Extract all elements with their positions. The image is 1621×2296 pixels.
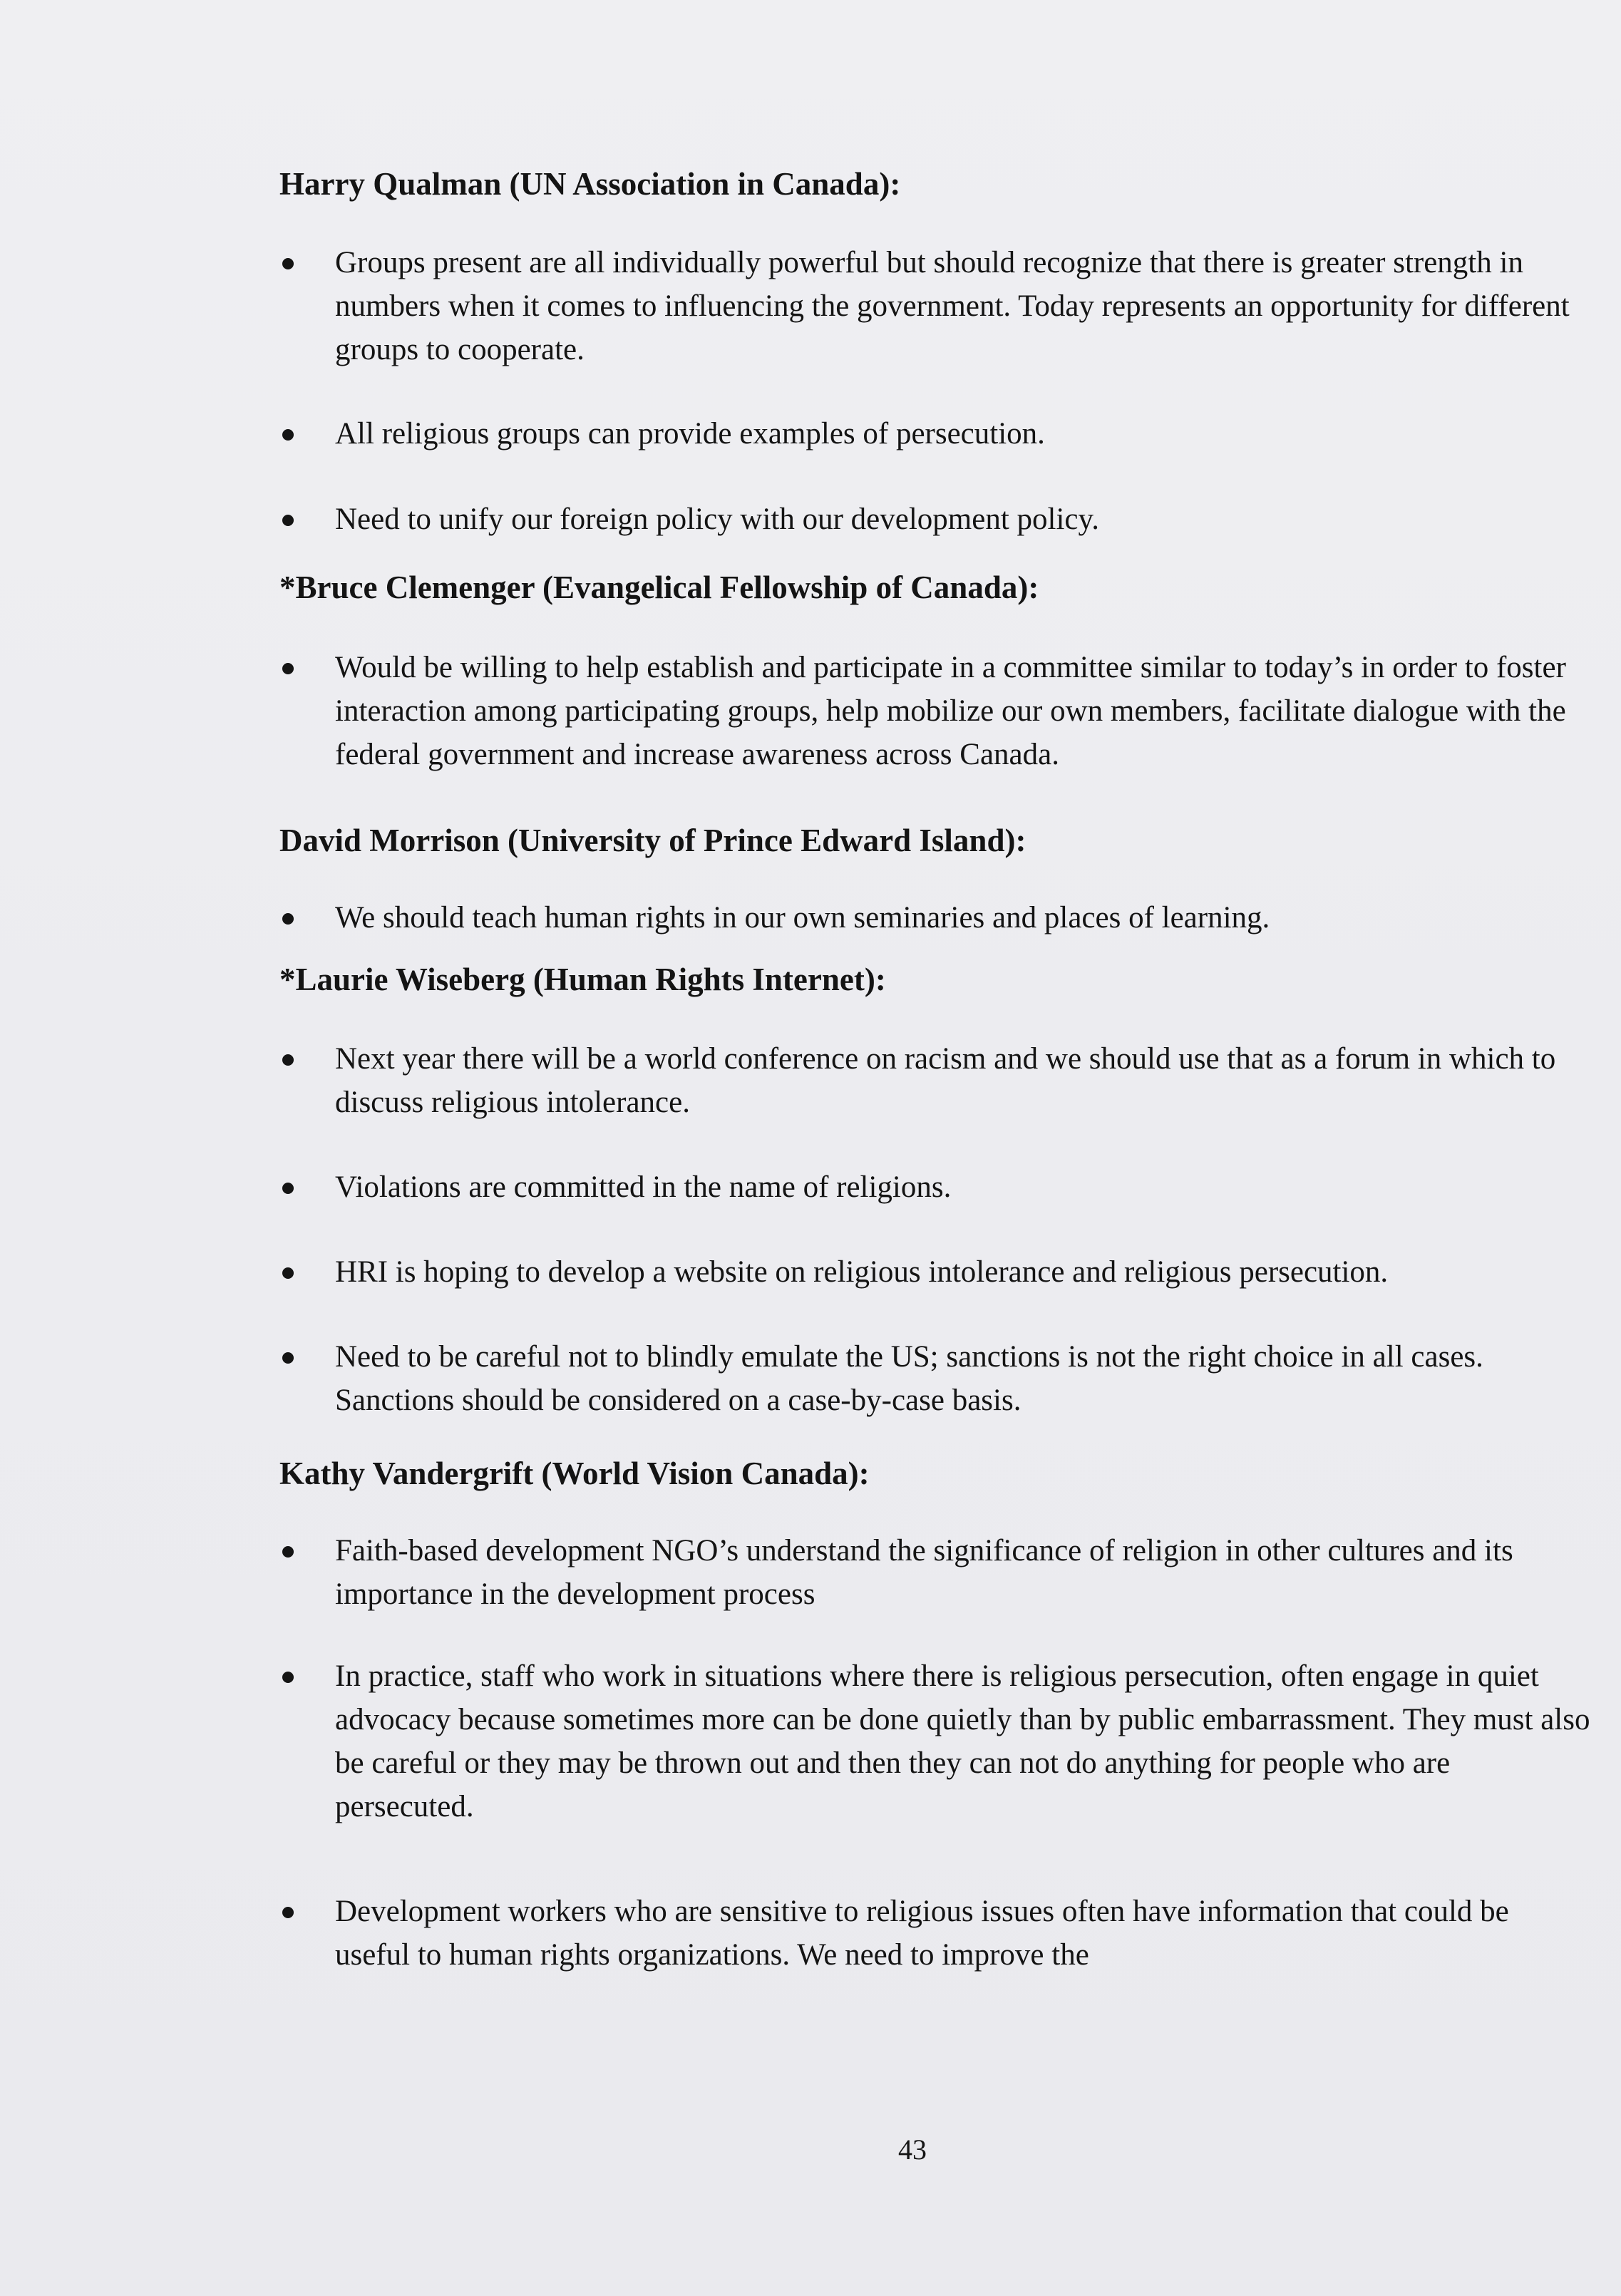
bullet-icon	[282, 913, 294, 925]
bullet-icon	[282, 663, 294, 674]
list-item	[279, 646, 1591, 776]
list-item-text: We should teach human rights in our own seminaries and places of learning.	[335, 901, 1270, 935]
bullet-icon	[282, 429, 294, 441]
bullet-icon	[282, 1352, 294, 1364]
bullet-list	[279, 646, 1591, 776]
list-item-text: HRI is hoping to develop a website on religious intolerance and religious persecution.	[335, 1255, 1389, 1289]
list-item-text: Groups present are all individually powerful but should recognize that there is greater strength in numbers when it comes to influencing the government. Today represents an opportunity for different groups to cooperate.	[335, 246, 1570, 366]
list-item-text: Violations are committed in the name of religions.	[335, 1170, 952, 1204]
bullet-list	[279, 896, 1591, 939]
bullet-icon	[282, 1907, 294, 1918]
list-item-text: Need to unify our foreign policy with our development policy.	[335, 503, 1099, 536]
bullet-list	[279, 241, 1591, 541]
document-body	[279, 163, 1591, 1977]
speaker-heading: Kathy Vandergrift (World Vision Canada):	[279, 1456, 870, 1491]
bullet-list	[279, 1529, 1591, 1977]
list-item	[279, 1335, 1591, 1422]
list-item	[279, 1250, 1591, 1294]
list-item	[279, 241, 1591, 371]
list-item-text: Development workers who are sensitive to religious issues often have information that could be useful to human rights organizations. We need to improve the	[335, 1895, 1509, 1972]
list-item-text: All religious groups can provide examples of persecution.	[335, 417, 1045, 451]
speaker-heading: Harry Qualman (UN Association in Canada):	[279, 166, 901, 202]
bullet-list	[279, 1037, 1591, 1422]
bullet-icon	[282, 1546, 294, 1558]
bullet-icon	[282, 1672, 294, 1683]
list-item-text: Faith-based development NGO’s understand the significance of religion in other cultures and its importance in the development process	[335, 1534, 1513, 1611]
list-item	[279, 1890, 1591, 1977]
list-item-text: Next year there will be a world conference on racism and we should use that as a forum in which to discuss religious intolerance.	[335, 1042, 1556, 1119]
list-item	[279, 1654, 1591, 1828]
speaker-heading: David Morrison (University of Prince Edward Island):	[279, 823, 1026, 858]
bullet-icon	[282, 515, 294, 526]
list-item-text: Would be willing to help establish and participate in a committee similar to today’s in order to foster interaction among participating groups, help mobilize our own members, facilitate dialogue with the federal government and increase awareness across Canada.	[335, 651, 1566, 771]
bullet-icon	[282, 1183, 294, 1194]
list-item	[279, 498, 1591, 541]
list-item	[279, 412, 1591, 455]
list-item	[279, 1037, 1591, 1124]
bullet-icon	[282, 1054, 294, 1066]
list-item	[279, 1529, 1591, 1616]
list-item	[279, 896, 1591, 939]
list-item	[279, 1165, 1591, 1209]
speaker-heading: *Laurie Wiseberg (Human Rights Internet):	[279, 962, 886, 997]
list-item-text: Need to be careful not to blindly emulate the US; sanctions is not the right choice in all cases. Sanctions should be considered on a case-by-case basis.	[335, 1340, 1483, 1417]
list-item-text: In practice, staff who work in situations where there is religious persecution, often engage in quiet advocacy because sometimes more can be done quietly than by public embarrassment. They must also be careful or they may be thrown out and then they can not do anything for people who are persecuted.	[335, 1659, 1590, 1823]
page-number: 43	[898, 2133, 927, 2166]
speaker-heading: *Bruce Clemenger (Evangelical Fellowship of Canada):	[279, 570, 1039, 605]
bullet-icon	[282, 258, 294, 269]
bullet-icon	[282, 1267, 294, 1279]
